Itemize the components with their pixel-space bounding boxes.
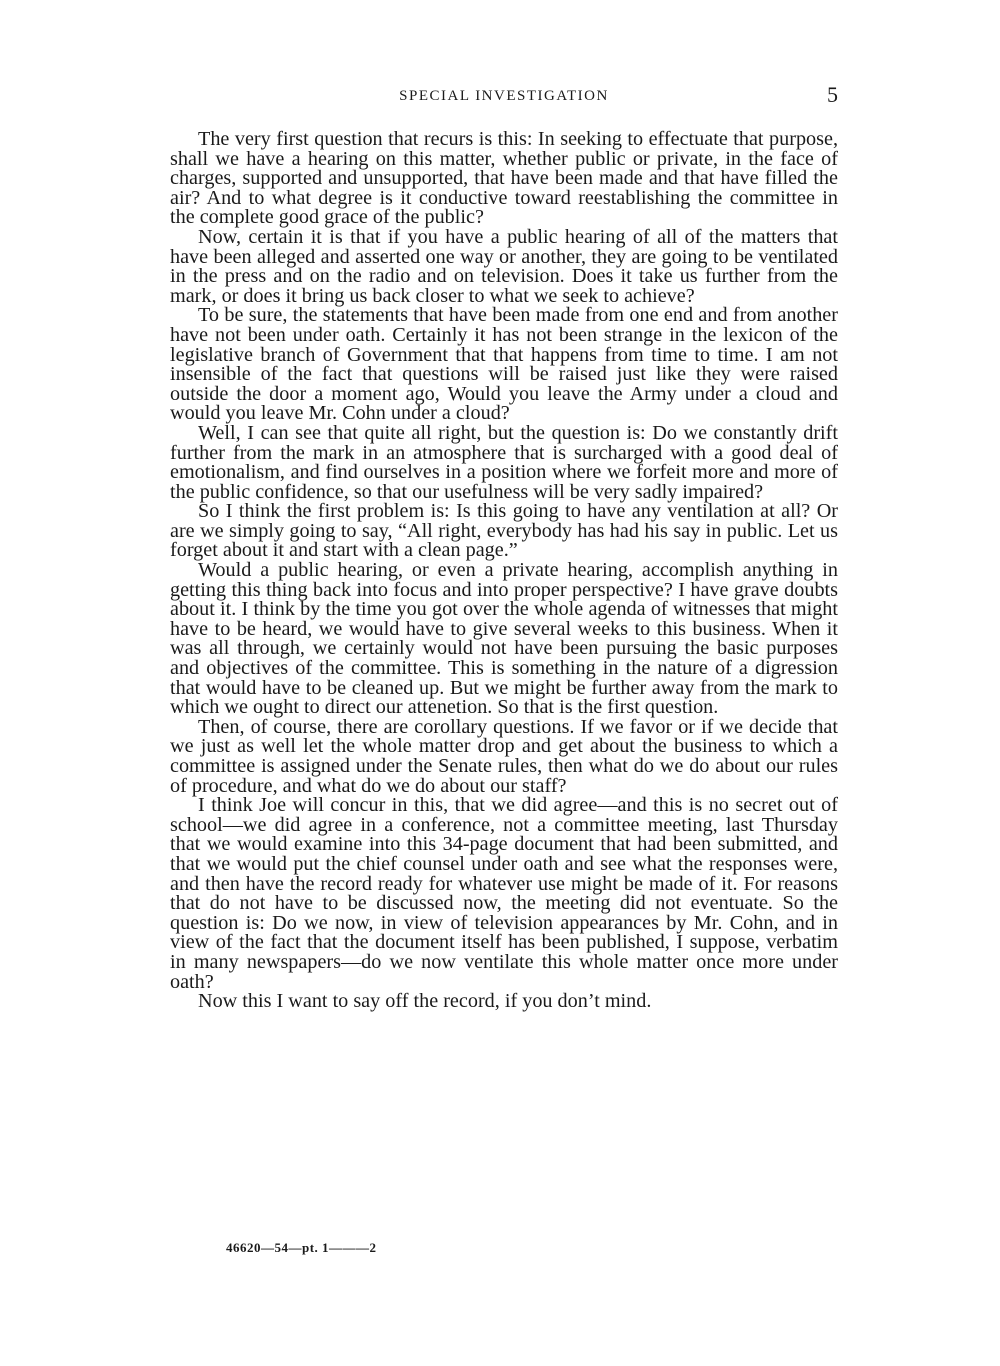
body-text xyxy=(170,130,838,1012)
paragraph: Now, certain it is that if you have a public hearing of all of the matters that have been alleged and asserted one way or another, they are going to be ventilated in the press and on the radio and on television. Does it take us further from the mark, or does it bring us back closer to what we seek to achieve? xyxy=(170,225,838,307)
paragraph: Well, I can see that quite all right, but the question is: Do we constantly drift further from the mark in an atmosphere that is surcharged with a good deal of emotionalism, and find ourselves in a position where we forfeit more and more of the public confidence, so that our usefulness will be very sadly impaired? xyxy=(170,421,838,503)
paragraph: Then, of course, there are corollary questions. If we favor or if we decide that we just as well let the whole matter drop and get about the business to which a committee is assigned under the Senate rules, then what do we do about our rules of procedure, and what do we do about our staff? xyxy=(170,715,838,797)
paragraph: I think Joe will concur in this, that we did agree—and this is no secret out of school—we did agree in a conference, not a committee meeting, last Thursday that we would examine into this 34-page document that had been submitted, and that we would put the chief counsel under oath and see what the responses were, and then have the record ready for whatever use might be made of it. For reasons that do not have to be discussed now, the meeting did not eventuate. So the question is: Do we now, in view of television appearances by Mr. Cohn, and in view of the fact that the document itself has been published, I suppose, verbatim in many newspapers—do we now ventilate this whole matter once more under oath? xyxy=(170,794,838,993)
print-code: 46620—54—pt. 1———2 xyxy=(226,1240,377,1255)
paragraph: So I think the first problem is: Is this going to have any ventilation at all? Or are we simply going to say, “All right, everybody has had his say in public. Let us forget about it and start with a clean page.” xyxy=(170,500,838,562)
paragraph: To be sure, the statements that have been made from one end and from another have not been under oath. Certainly it has not been strange in the lexicon of the legislative branch of Government that that happens from time to time. I am not insensible of the fact that questions will be raised just like they were raised outside the door a moment ago, Would you leave the Army under a cloud and would you leave Mr. Cohn under a cloud? xyxy=(170,304,838,425)
page-number: 5 xyxy=(827,82,838,107)
paragraph: Now this I want to say off the record, if you don’t mind. xyxy=(198,990,652,1013)
paragraph: Would a public hearing, or even a private hearing, accomplish anything in getting this thing back into focus and into proper perspective? I have grave doubts about it. I think by the time you got over the whole agenda of witnesses that might have to be heard, we would have to give several weeks to this business. When it was all through, we certainly would not have been pursuing the basic purposes and objectives of the committee. This is something in the nature of a digression that would have to be cleaned up. But we might be further away from the mark to which we ought to direct our attenetion. So that is the first question. xyxy=(170,559,838,719)
paragraph: The very first question that recurs is this: In seeking to effectuate that purpose, shall we have a hearing on this matter, whether public or private, in the face of charges, supported and unsupported, that have been made and that have filled the air? And to what degree is it conductive toward reestablishing the committee in the complete good grace of the public? xyxy=(170,128,838,229)
running-head: SPECIAL INVESTIGATION xyxy=(399,88,609,104)
page-header xyxy=(170,82,838,112)
